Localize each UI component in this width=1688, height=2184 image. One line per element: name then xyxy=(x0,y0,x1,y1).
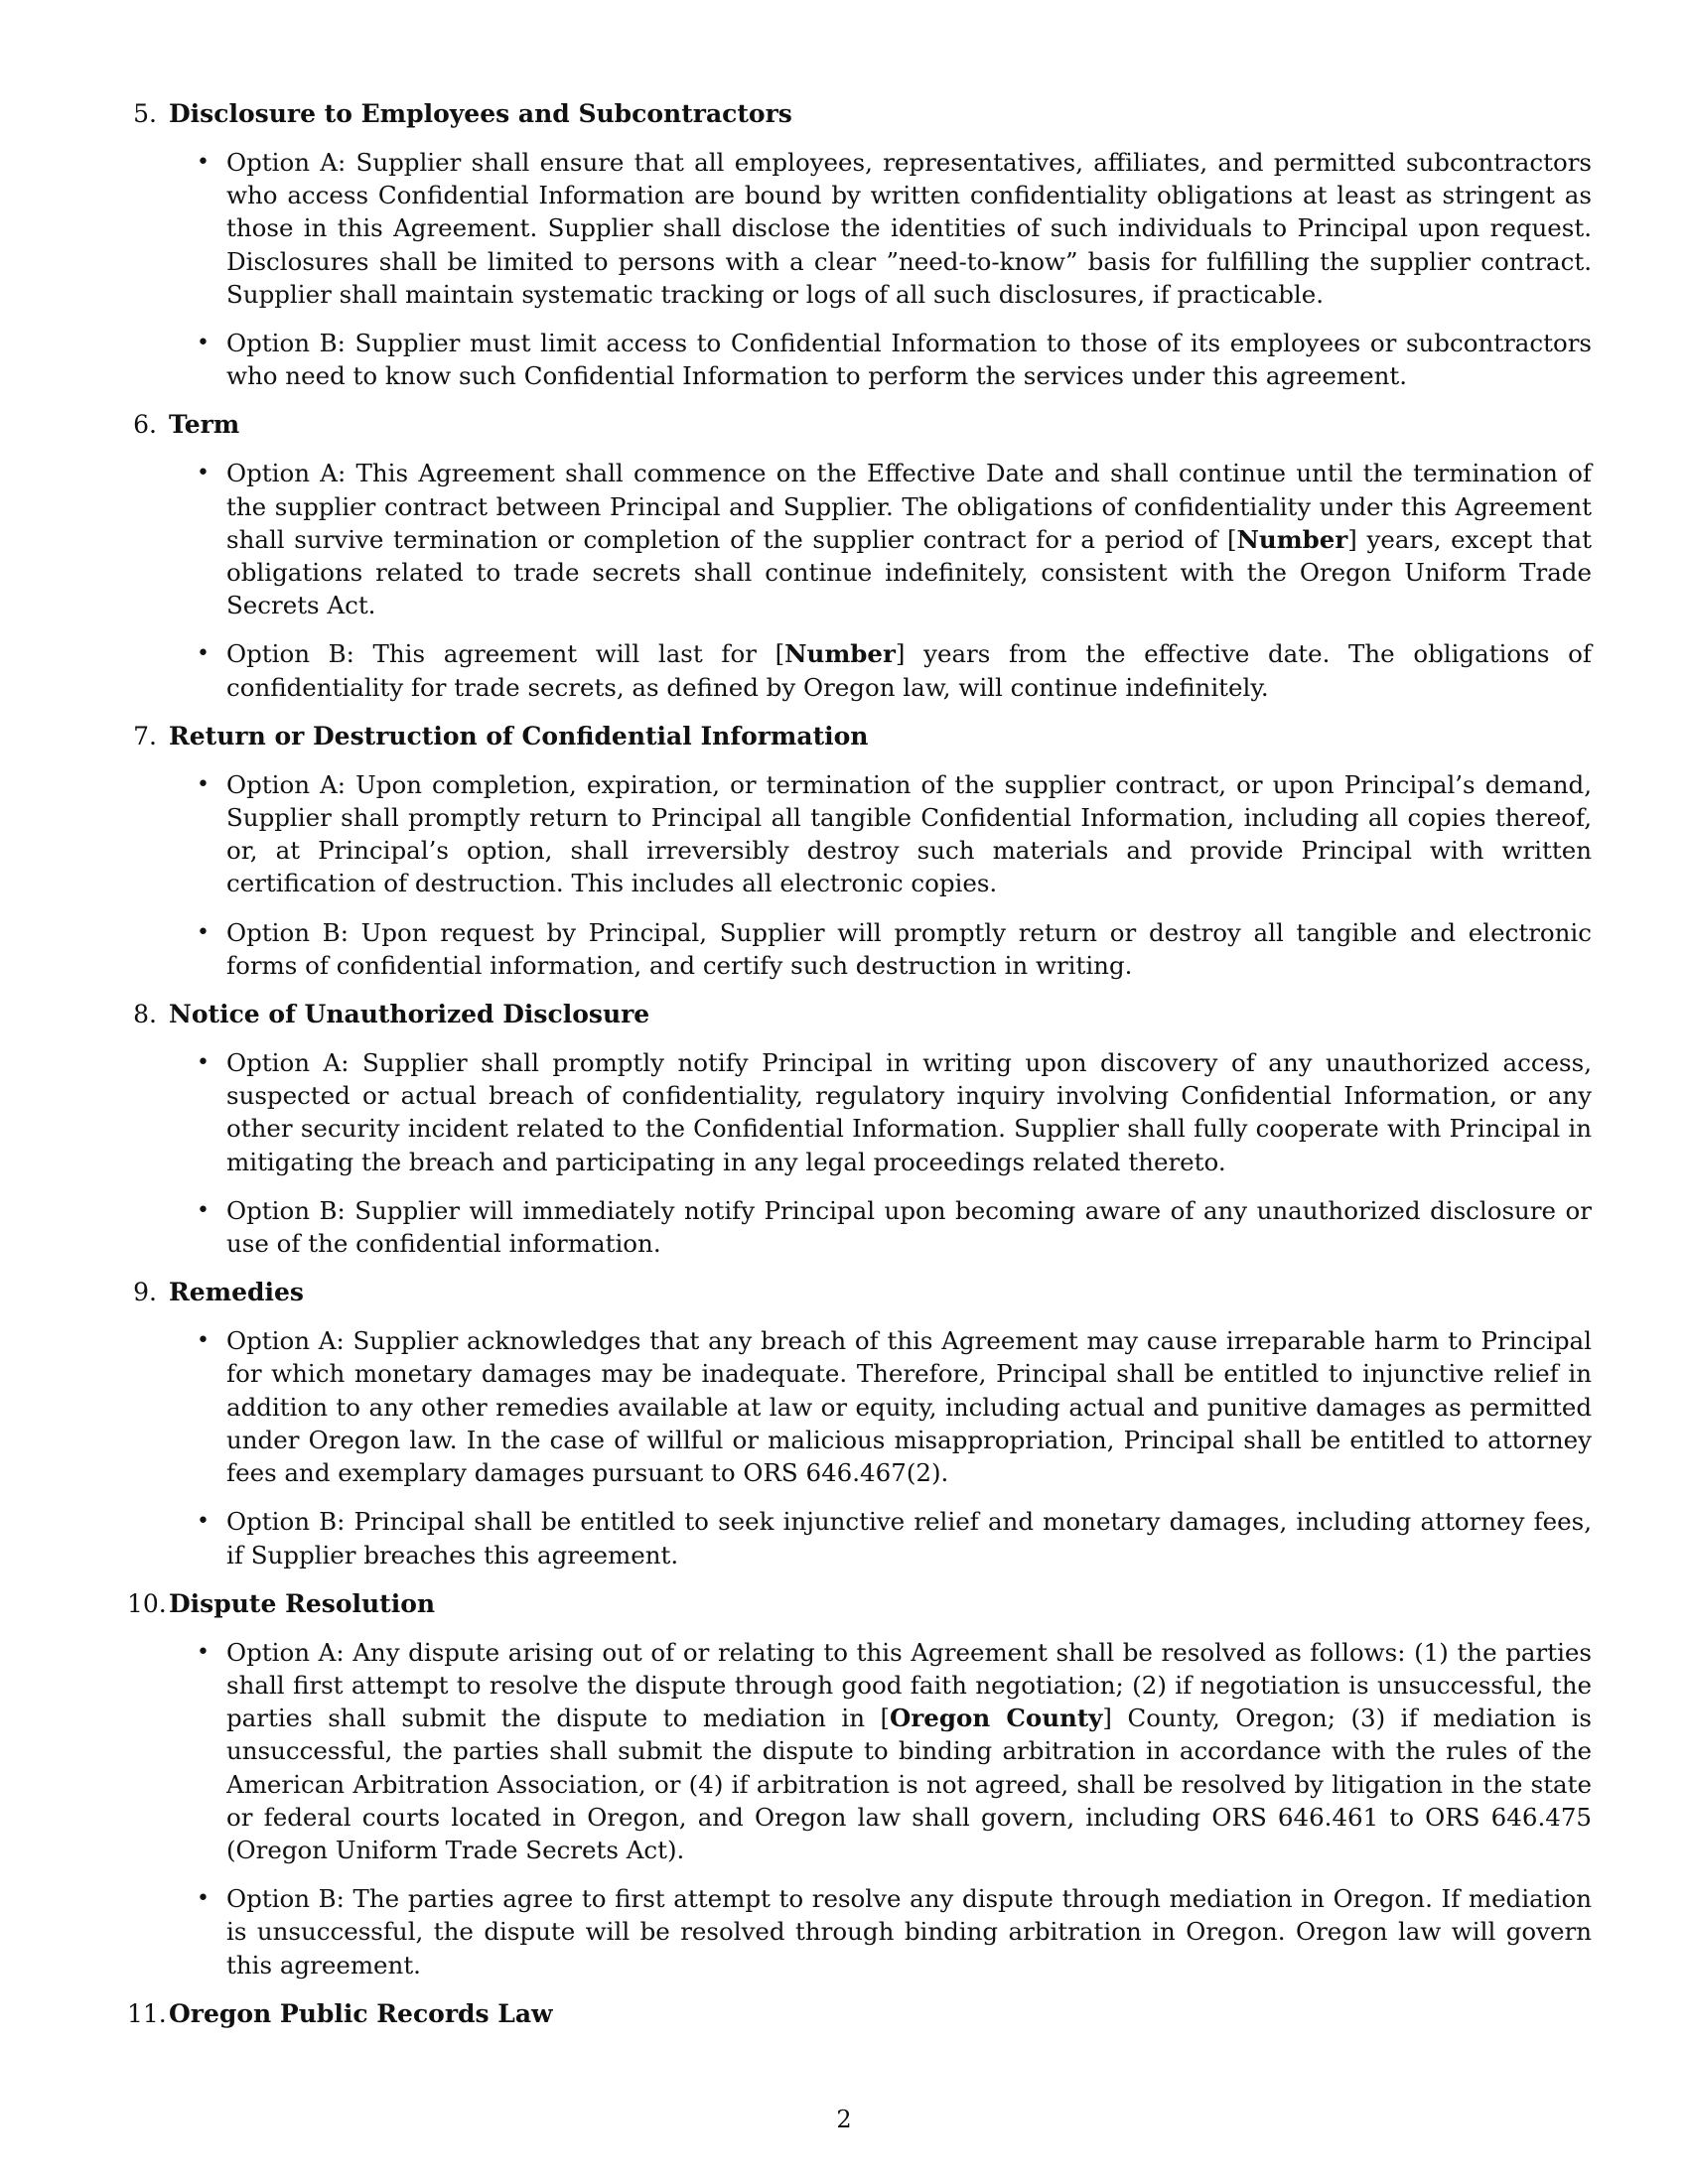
section-number: 6. xyxy=(133,410,157,440)
section-title: Term xyxy=(169,410,240,440)
option-b xyxy=(197,327,1592,392)
section-dispute-resolution xyxy=(127,1587,1592,1981)
bullet-icon: • xyxy=(197,331,210,356)
option-text: Option B: Upon request by Principal, Supplier will promptly return or destroy all tangible and electronic forms of confidential information, and certify such destruction in writing. xyxy=(226,917,1592,980)
option-list xyxy=(127,457,1592,703)
section-heading xyxy=(127,998,1592,1030)
option-text-pre: Option A: This Agreement shall commence on the Effective Date and shall continue until the termination of the supplier contract between Principal and Supplier. The obligations of confidentiality under this Agreement shall survive termination or completion of the supplier contract for a period of [ xyxy=(226,459,1592,554)
section-notice-of-unauthorized-disclosure xyxy=(127,998,1592,1260)
option-text-post: ] County, Oregon; (3) if mediation is unsuccessful, the parties shall submit the dispute to binding arbitration in accordance with the rules of the American Arbitration Association, or (4) if arbitration is not agreed, shall be resolved by litigation in the state or federal courts located in Oregon, and Oregon law shall govern, including ORS 646.461 to ORS 646.475 (Oregon Uniform Trade Secrets Act). xyxy=(226,1704,1592,1864)
bullet-icon: • xyxy=(197,1197,210,1223)
option-b xyxy=(197,916,1592,982)
bullet-icon: • xyxy=(197,641,210,667)
section-oregon-public-records-law xyxy=(127,1997,1592,2030)
section-remedies xyxy=(127,1276,1592,1570)
option-a xyxy=(197,1636,1592,1866)
section-number: 9. xyxy=(133,1278,157,1307)
bullet-icon: • xyxy=(197,919,210,945)
option-text: Option B: Supplier must limit access to Confidential Information to those of its employees or subcontractors who need to know such Confidential Information to perform the services under this agreement. xyxy=(226,329,1592,391)
option-text-post: ] years from the effective date. The obligations of confidentiality for trade secrets, as defined by Oregon law, will continue indefinitely. xyxy=(226,639,1592,702)
bullet-icon: • xyxy=(197,1509,210,1535)
section-title: Dispute Resolution xyxy=(169,1588,436,1618)
bullet-icon: • xyxy=(197,771,210,797)
bullet-icon: • xyxy=(197,1639,210,1665)
section-disclosure-to-employees xyxy=(127,97,1592,392)
bullet-icon: • xyxy=(197,461,210,486)
section-number: 11. xyxy=(127,1998,167,2028)
placeholder-oregon-county: Oregon County xyxy=(890,1704,1103,1733)
bullet-icon: • xyxy=(197,1886,210,1912)
section-heading xyxy=(127,720,1592,752)
option-text-post: ] years, except that obligations related to trade secrets shall continue indefinitely, consistent with the Oregon Uniform Trade Secrets Act. xyxy=(226,524,1592,620)
option-text: Option A: Supplier shall ensure that all employees, representatives, affiliates, and permitted subcontractors who access Confidential Information are bound by written confidentiality obligations at least as stringent as those in this Agreement. Supplier shall disclose the identities of such individuals to Principal upon request. Disclosures shall be limited to persons with a clear ”need-to-know” basis for fulfilling the supplier contract. Supplier shall maintain systematic tracking or logs of all such disclosures, if practicable. xyxy=(226,148,1592,309)
section-heading xyxy=(127,1587,1592,1620)
option-text: Option B: Supplier will immediately notify Principal upon becoming aware of any unauthorized disclosure or use of the confidential information. xyxy=(226,1195,1592,1259)
section-heading xyxy=(127,1276,1592,1308)
option-a xyxy=(197,1046,1592,1178)
option-list xyxy=(127,768,1592,982)
section-number: 8. xyxy=(133,1000,157,1029)
section-number: 10. xyxy=(127,1588,167,1618)
option-a xyxy=(197,457,1592,621)
section-return-or-destruction xyxy=(127,720,1592,982)
section-heading xyxy=(127,408,1592,441)
section-term xyxy=(127,408,1592,703)
option-a xyxy=(197,1324,1592,1489)
section-title: Remedies xyxy=(169,1278,304,1307)
option-list xyxy=(127,146,1592,392)
option-text-pre: Option B: This agreement will last for [ xyxy=(226,639,785,669)
section-heading xyxy=(127,1997,1592,2030)
option-text: Option A: Upon completion, expiration, or termination of the supplier contract, or upon Principal’s demand, Supplier shall promptly return to Principal all tangible Confidential Information, including all copies thereof, or, at Principal’s option, shall irreversibly destroy such materials and provide Principal with written certification of destruction. This includes all electronic copies. xyxy=(226,769,1592,898)
option-text: Option B: The parties agree to first attempt to resolve any dispute through mediation in Oregon. If mediation is unsuccessful, the dispute will be resolved through binding arbitration in Oregon. Oregon law will govern this agreement. xyxy=(226,1884,1592,1979)
option-text: Option A: Supplier shall promptly notify Principal in writing upon discovery of any unauthorized access, suspected or actual breach of confidentiality, regulatory inquiry involving Confidential Information, or any other security incident related to the Confidential Information. Supplier shall fully cooperate with Principal in mitigating the breach and participating in any legal proceedings related thereto. xyxy=(226,1048,1592,1176)
option-list xyxy=(127,1636,1592,1981)
section-number: 7. xyxy=(133,721,157,751)
option-text: Option B: Principal shall be entitled to seek injunctive relief and monetary damages, including attorney fees, if Supplier breaches this agreement. xyxy=(226,1507,1592,1570)
bullet-icon: • xyxy=(197,1050,210,1076)
placeholder-number: Number xyxy=(1236,524,1348,554)
option-text: Option A: Supplier acknowledges that any breach of this Agreement may cause irreparable harm to Principal for which monetary damages may be inadequate. Therefore, Principal shall be entitled to injunctive relief in addition to any other remedies available at law or equity, including actual and punitive damages as permitted under Oregon law. In the case of willful or malicious misappropriation, Principal shall be entitled to attorney fees and exemplary damages pursuant to ORS 646.467(2). xyxy=(226,1326,1592,1488)
option-text-pre: Option A: Any dispute arising out of or relating to this Agreement shall be resolved as follows: (1) the parties shall first attempt to resolve the dispute through good faith negotiation; (2) if negotiation is unsuccessful, the parties shall submit the dispute to mediation in [ xyxy=(226,1637,1592,1733)
option-b xyxy=(197,1505,1592,1570)
section-title: Notice of Unauthorized Disclosure xyxy=(169,1000,650,1029)
section-heading xyxy=(127,97,1592,130)
option-b xyxy=(197,637,1592,703)
option-b xyxy=(197,1194,1592,1260)
section-title: Return or Destruction of Confidential Information xyxy=(169,721,869,751)
option-list xyxy=(127,1046,1592,1260)
bullet-icon: • xyxy=(197,150,210,175)
page-number: 2 xyxy=(836,2106,852,2133)
option-b xyxy=(197,1882,1592,1981)
section-title: Oregon Public Records Law xyxy=(169,1998,553,2028)
section-title: Disclosure to Employees and Subcontractors xyxy=(169,99,792,128)
placeholder-number: Number xyxy=(784,639,896,669)
document-body xyxy=(127,97,1592,2046)
option-a xyxy=(197,146,1592,311)
option-a xyxy=(197,768,1592,900)
bullet-icon: • xyxy=(197,1328,210,1354)
option-list xyxy=(127,1324,1592,1570)
section-number: 5. xyxy=(133,99,157,128)
